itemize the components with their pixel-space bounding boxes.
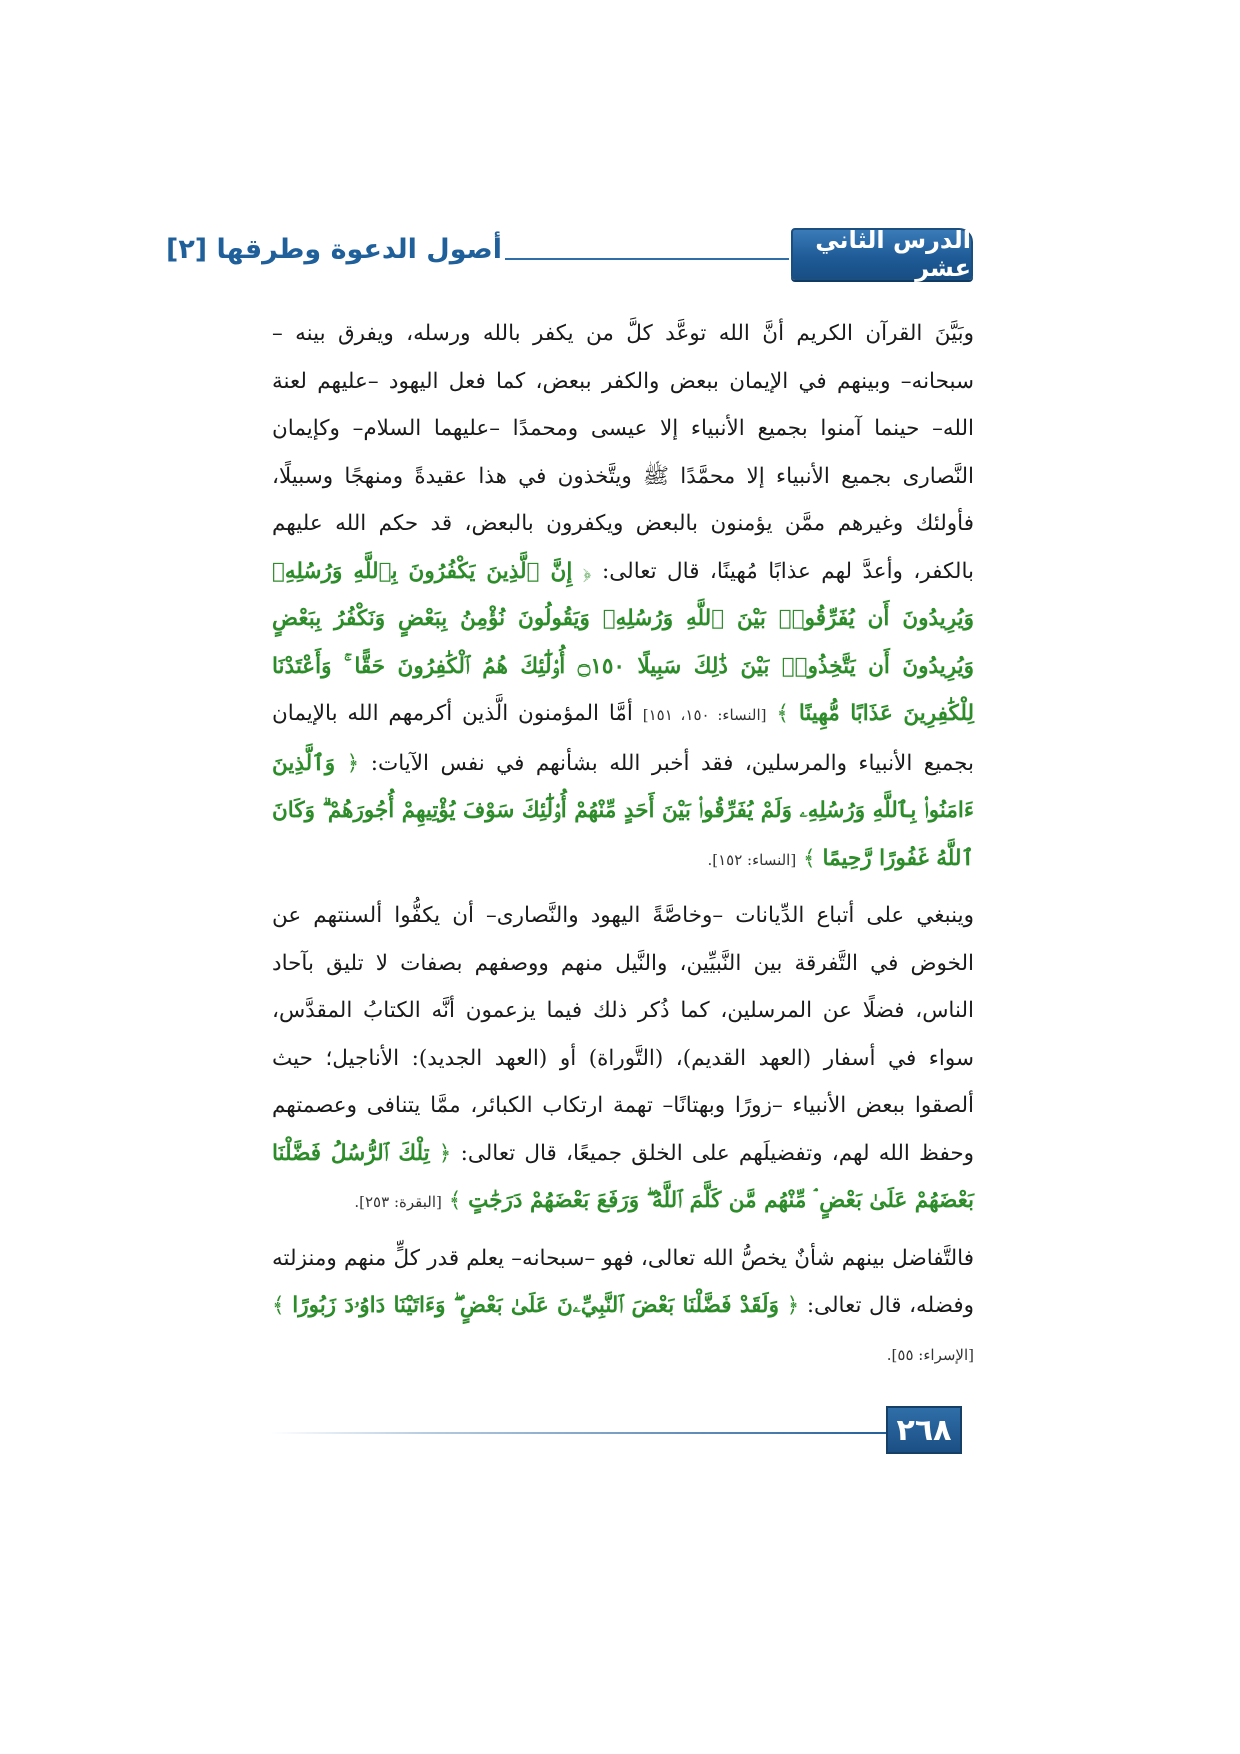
page-header [165, 226, 973, 288]
quran-verse-4: وَلَقَدْ فَضَّلْنَا بَعْضَ ٱلنَّبِيِّۦنَ عَلَىٰ بَعْضٍ ۖ وَءَاتَيْنَا دَاوُۥدَ زَبُورًا [292, 1293, 779, 1318]
verse-reference-2: [النساء: ١٥٢]. [707, 850, 797, 869]
verse-open-bracket: ﴿ [346, 750, 360, 776]
course-title: أصول الدعوة وطرقها [٢] [165, 234, 502, 265]
verse-close-bracket: ﴾ [803, 845, 816, 871]
paragraph-2 [272, 892, 974, 1227]
quran-verse-1: إِنَّ ٱلَّذِينَ يَكْفُرُونَ بِٱللَّهِ وَرُسُلِهِۦ وَيُرِيدُونَ أَن يُفَرِّقُوا۟ بَيْنَ ٱللَّهِ وَرُسُلِهِۦ وَيَقُولُونَ نُؤْمِنُ بِبَعْضٍ وَنَكْفُرُ بِبَعْضٍ وَيُرِيدُونَ أَن يَتَّخِذُوا۟ بَيْنَ ذَٰلِكَ سَبِيلًا ۝١٥٠ أُو۟لَٰٓئِكَ هُمُ ٱلْكَٰفِرُونَ حَقًّا ۚ وَأَعْتَدْنَا لِلْكَٰفِرِينَ عَذَابًا مُّهِينًا [272, 558, 974, 726]
header-divider [505, 258, 789, 260]
verse-close-bracket: ﴾ [448, 1188, 462, 1213]
lesson-badge: الدرس الثاني عشر [791, 228, 973, 280]
paragraph-2-text: وينبغي على أتباع الدِّيانات –وخاصَّةً اليهود والنَّصارى– أن يكفُّوا ألسنتهم عن الخوض في التَّفرقة بين النَّبيِّين، والنَّيل منهم ووصفهم بصفات لا تليق بآحاد الناس، فضلًا عن المرسلين، كما ذُكر ذلك فيما يزعمون أنَّه الكتابُ المقدَّس، سواء في أسفار (العهد القديم)، (التَّوراة) أو (العهد الجديد): الأناجيل؛ حيث ألصقوا ببعض الأنبياء –زورًا وبهتانًا– تهمة ارتكاب الكبائر، ممَّا يتنافى وعصمتهم وحفظ الله لهم، وتفضيلَهم على الخلق جميعًا، قال تعالى: [272, 903, 974, 1166]
paragraph-1 [272, 310, 974, 884]
verse-close-bracket: ﴾ [776, 701, 789, 726]
paragraph-1-text: وبَيَّنَ القرآن الكريم أنَّ الله توعَّد كلَّ من يكفر بالله ورسله، ويفرق بينه –سبحانه– وبينهم في الإيمان ببعض والكفر ببعض، كما فعل اليهود –عليهم لعنة الله– حينما آمنوا بجميع الأنبياء إلا عيسى ومحمدًا –عليهما السلام– وكإيمان النَّصارى بجميع الأنبياء إلا محمَّدًا ﷺ ويتَّخذون في هذا عقيدةً ومنهجًا وسبيلًا، فأولئك وغيرهم ممَّن يؤمنون بالبعض ويكفرون بالبعض، قد حكم الله عليهم بالكفر، وأعدَّ لهم عذابًا مُهينًا، قال تعالى: [272, 321, 974, 584]
page-number: ٢٦٨ [886, 1406, 962, 1454]
verse-open-bracket: ﴿ [786, 1293, 800, 1318]
page-body [272, 310, 974, 1387]
paragraph-3-text: فالتَّفاضل بينهم شأنٌ يخصُّ الله تعالى، فهو –سبحانه– يعلم قدر كلٍّ منهم ومنزلته وفضله، قال تعالى: [272, 1245, 974, 1318]
verse-reference-3: [البقرة: ٢٥٣]. [354, 1193, 442, 1211]
verse-open-bracket: ﴿ [582, 558, 592, 584]
quran-verse-2: وَٱلَّذِينَ ءَامَنُوا۟ بِٱللَّهِ وَرُسُلِهِۦ وَلَمْ يُفَرِّقُوا۟ بَيْنَ أَحَدٍ مِّنْهُمْ أُو۟لَٰٓئِكَ سَوْفَ يُؤْتِيهِمْ أُجُورَهُمْ ۗ وَكَانَ ٱللَّهُ غَفُورًا رَّحِيمًا [272, 750, 974, 871]
verse-close-bracket: ﴾ [272, 1293, 285, 1318]
paragraph-1-middle: أمَّا المؤمنون الَّذين أكرمهم الله بالإيمان بجميع الأنبياء والمرسلين، فقد أخبر الله بشأنهم في نفس الآيات: [272, 701, 974, 776]
quran-verse-3: تِلْكَ ٱلرُّسُلُ فَضَّلْنَا بَعْضَهُمْ عَلَىٰ بَعْضٍ ۘ مِّنْهُم مَّن كَلَّمَ ٱللَّهُ ۖ وَرَفَعَ بَعْضَهُمْ دَرَجَٰتٍ [272, 1140, 974, 1213]
footer-divider [270, 1432, 903, 1434]
verse-reference-4: [الإسراء: ٥٥]. [886, 1345, 974, 1364]
paragraph-3 [272, 1235, 974, 1380]
verse-open-bracket: ﴿ [438, 1140, 452, 1166]
verse-reference-1: [النساء: ١٥٠، ١٥١] [642, 706, 767, 724]
